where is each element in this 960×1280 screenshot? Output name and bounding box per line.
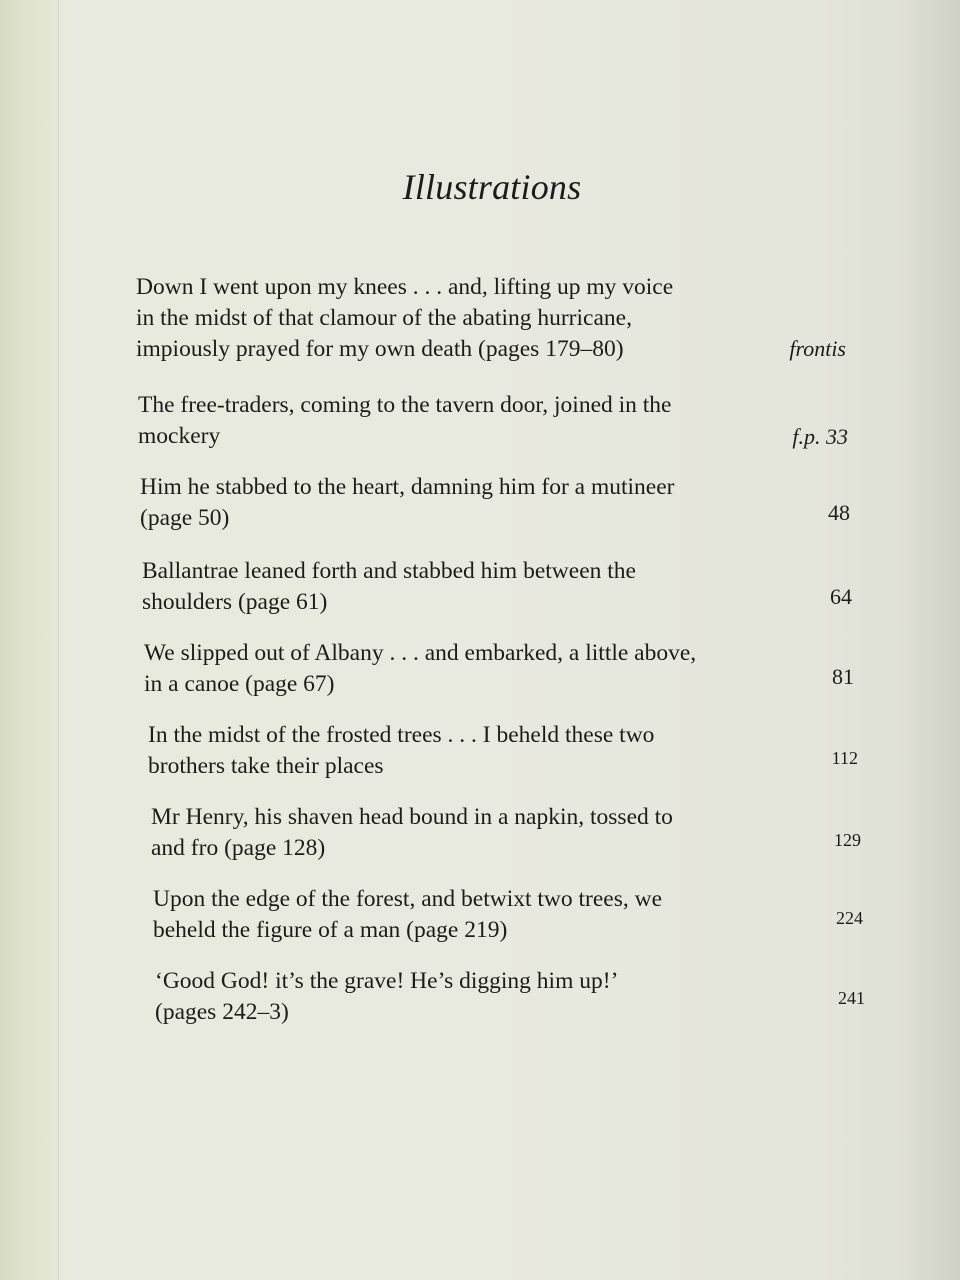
illustration-page-ref: 224 [836,908,863,928]
illustration-entry [142,556,852,636]
illustration-entry [148,720,858,800]
caption-line: shoulders (page 61) [142,589,328,615]
illustration-caption [140,472,760,534]
caption-line: ‘Good God! it’s the grave! He’s digging him up!’ [155,968,619,994]
caption-line: The free-traders, coming to the tavern door, joined in the [138,392,672,418]
caption-line: Down I went upon my knees . . . and, lifting up my voice [136,274,674,300]
caption-line: We slipped out of Albany . . . and embarked, a little above, [144,640,697,666]
illustration-page-ref: 241 [838,988,865,1008]
illustration-page-ref: 129 [834,830,861,850]
illustration-caption [142,556,762,618]
illustration-entry [153,884,863,964]
caption-line: (page 50) [140,505,230,531]
illustration-entry [144,638,854,718]
illustration-caption [148,720,768,782]
caption-line: In the midst of the frosted trees . . . I beheld these two [148,722,655,748]
illustration-page-ref: frontis [789,336,846,361]
illustration-page-ref: 112 [831,748,858,768]
caption-line: and fro (page 128) [151,835,326,861]
illustration-caption [153,884,773,946]
caption-line: Him he stabbed to the heart, damning him for a mutineer [140,474,675,500]
illustration-caption [151,802,771,864]
caption-line: impiously prayed for my own death (pages 179–80) [136,336,624,362]
caption-line: beheld the figure of a man (page 219) [153,917,508,943]
illustration-entry [138,390,848,470]
illustration-page-ref: 64 [830,584,852,609]
page-title: Illustrations [402,167,582,207]
caption-line: Mr Henry, his shaven head bound in a napkin, tossed to [151,804,673,830]
caption-line: brothers take their places [148,753,384,779]
illustration-caption [138,390,758,452]
illustration-page-ref: 81 [832,664,854,689]
caption-line: (pages 242–3) [155,999,289,1025]
caption-line: Upon the edge of the forest, and betwixt two trees, we [153,886,663,912]
caption-line: in a canoe (page 67) [144,671,335,697]
illustration-entry [151,802,861,882]
illustration-page-ref: f.p. 33 [792,424,848,449]
caption-line: mockery [138,423,221,449]
illustration-caption [155,966,775,1028]
illustration-caption [144,638,764,700]
illustration-entry [140,472,850,552]
caption-line: Ballantrae leaned forth and stabbed him between the [142,558,636,584]
illustration-entry [136,272,846,372]
illustration-entry [155,966,865,1046]
illustration-page-ref: 48 [828,500,850,525]
illustration-caption [136,272,756,365]
caption-line: in the midst of that clamour of the abating hurricane, [136,305,632,331]
